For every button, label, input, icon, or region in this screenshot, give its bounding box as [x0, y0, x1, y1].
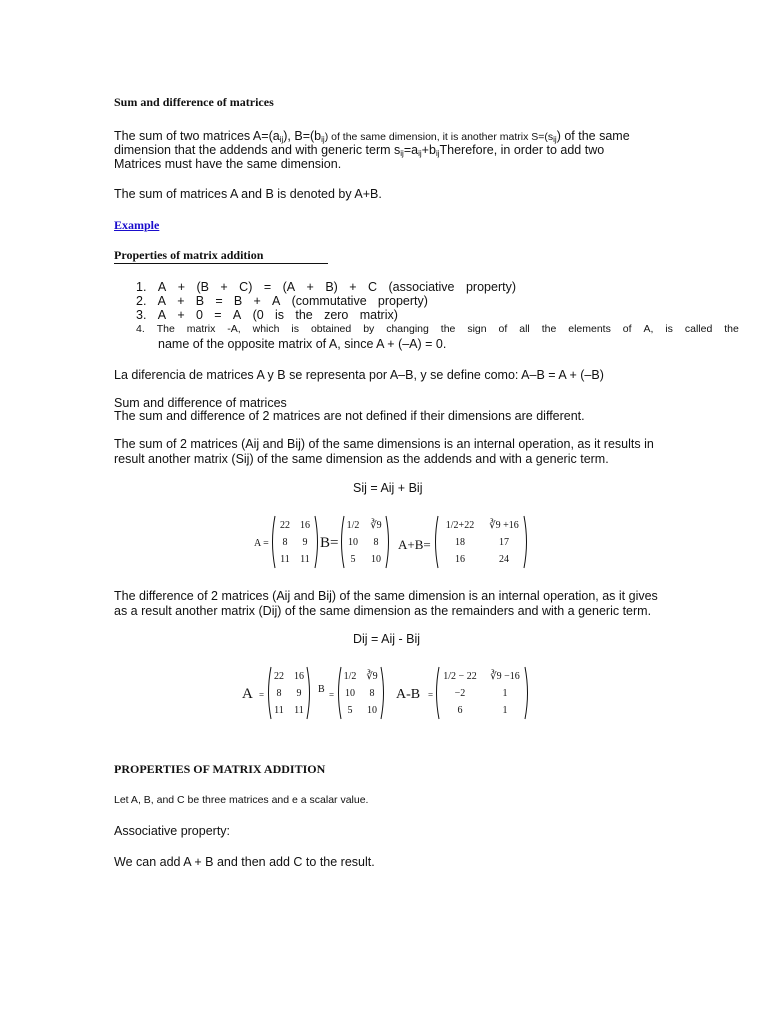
example-link[interactable]: Example: [114, 218, 160, 232]
sub-heading: Sum and difference of matrices: [114, 396, 287, 410]
diff-a-label: A: [242, 686, 253, 702]
matrix-cell: 16: [455, 554, 465, 565]
sum-b-label: B=: [320, 535, 339, 551]
not-defined-text: The sum and difference of 2 matrices are not defined if their dimensions are different.: [114, 409, 585, 423]
matrix-cell: 10: [371, 554, 381, 565]
matrix-cell: 1/2: [346, 520, 360, 531]
matrix-cell: 16: [300, 520, 310, 531]
diff-matrix-ab: [434, 668, 530, 722]
sum-para-line-2: result another matrix (Sij) of the same dimension as the addends and with a generic term.: [114, 452, 609, 466]
diff-ab-label: A-B: [396, 687, 421, 702]
matrix-cell: 10: [348, 537, 358, 548]
sum-matrix-ab: [433, 517, 529, 571]
matrix-cell: 1/2 − 22: [443, 671, 477, 682]
matrix-cell: 5: [347, 705, 353, 716]
property-4-continued: name of the opposite matrix of A, since A + (–A) = 0.: [158, 337, 447, 351]
sum-a-label: A =: [254, 538, 269, 549]
sum-matrix-b: [339, 517, 391, 571]
associative-text: We can add A + B and then add C to the result.: [114, 855, 375, 869]
property-1: 1. A + (B + C) = (A + B) + C (associative property): [136, 280, 516, 294]
diff-eq-2: =: [329, 690, 335, 700]
diff-formula: Dij = Aij - Bij: [353, 632, 421, 646]
let-line: Let A, B, and C be three matrices and e a scalar value.: [114, 794, 369, 806]
page-title: Sum and difference of matrices: [114, 95, 274, 109]
matrix-cell: 1/2+22: [445, 520, 475, 531]
matrix-cell: 6: [457, 705, 463, 716]
property-3: 3. A + 0 = A (0 is the zero matrix): [136, 308, 398, 322]
sum-matrix-a: [269, 517, 321, 571]
matrix-cell: 8: [373, 537, 379, 548]
matrix-cell: 8: [282, 537, 288, 548]
matrix-cell: 1: [502, 688, 508, 699]
matrix-cell: 16: [294, 671, 304, 682]
matrix-cell: 24: [499, 554, 509, 565]
denoted-text: The sum of matrices A and B is denoted by A+B.: [114, 187, 382, 201]
intro-line-1: The sum of two matrices $A=(a_{ij})$, $B=(b_{ij})$ of the same dimension, it is another matrix $S=(s_{ij})$ of the same: [114, 129, 630, 144]
property-2: 2. A + B = B + A (commutative property): [136, 294, 428, 308]
matrix-cell: 8: [369, 688, 375, 699]
property-4: 4. The matrix -A, which is obtained by changing the sign of all the elements of A, is called the: [136, 323, 739, 335]
matrix-cell: 1/2: [343, 671, 357, 682]
matrix-cell: 10: [367, 705, 377, 716]
diff-para-line-2: as a result another matrix (Dij) of the same dimension as the remainders and with a generic term.: [114, 604, 652, 618]
diff-matrix-b: [336, 668, 386, 722]
diff-para-line-1: The difference of 2 matrices (Aij and Bij) of the same dimension is an internal operation, as it gives: [114, 589, 658, 603]
matrix-cell: 18: [455, 537, 465, 548]
matrix-cell: ∛9: [366, 671, 378, 682]
associative-heading: Associative property:: [114, 824, 231, 838]
matrix-cell: 11: [294, 705, 304, 716]
matrix-cell: ∛9 −16: [490, 671, 520, 682]
matrix-cell: 11: [274, 705, 284, 716]
sum-formula: Sij = Aij + Bij: [353, 481, 423, 495]
matrix-cell: 11: [300, 554, 310, 565]
matrix-cell: 1: [502, 705, 508, 716]
matrix-cell: 9: [296, 688, 302, 699]
matrix-cell: 11: [280, 554, 290, 565]
matrix-cell: 22: [274, 671, 284, 682]
intro-line-3: Matrices must have the same dimension.: [114, 157, 342, 171]
matrix-cell: 17: [499, 537, 509, 548]
sum-para-line-1: The sum of 2 matrices (Aij and Bij) of the same dimensions is an internal operation, as it results in: [114, 437, 654, 451]
properties-2-heading: PROPERTIES OF MATRIX ADDITION: [114, 762, 326, 776]
diff-matrix-a: [265, 668, 313, 722]
matrix-cell: 8: [276, 688, 282, 699]
matrix-cell: 22: [280, 520, 290, 531]
matrix-cell: 9: [302, 537, 308, 548]
properties-heading: Properties of matrix addition: [114, 248, 328, 264]
diff-eq-1: =: [259, 690, 265, 700]
diff-eq-3: =: [428, 690, 434, 700]
intro-line-2: dimension that the addends and with generic term $s_{ij}=a_{ij}+b_{ij}Therefore$, in order to add two: [114, 143, 605, 158]
sum-ab-label: A+B=: [398, 537, 431, 552]
matrix-cell: −2: [454, 688, 466, 699]
matrix-cell: ∛9: [370, 520, 382, 531]
spanish-definition: La diferencia de matrices A y B se representa por A–B, y se define como: A–B = A + (–B): [114, 368, 604, 382]
diff-b-label: B: [318, 684, 325, 695]
matrix-cell: 5: [350, 554, 356, 565]
matrix-cell: 10: [345, 688, 355, 699]
matrix-cell: ∛9 +16: [489, 520, 519, 531]
